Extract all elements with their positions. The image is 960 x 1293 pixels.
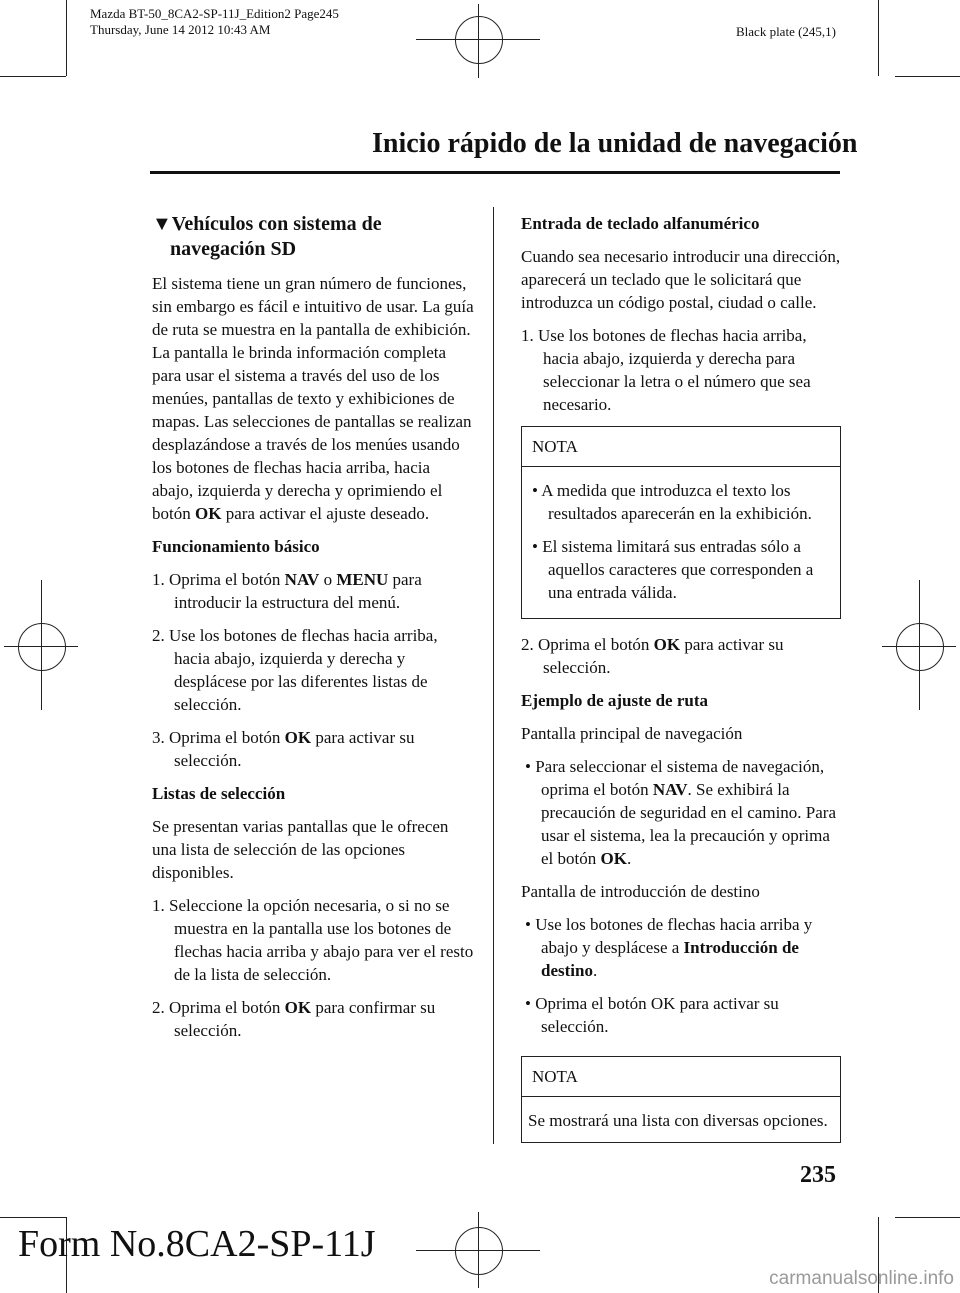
left-column [152,212,474,1052]
bullet-icon: • [525,757,531,776]
basic-heading: Funcionamiento básico [152,537,320,556]
list-item: 1. Seleccione la opción necesaria, o si no se muestra en la pantalla use los botones de flechas hacia arriba y abajo para ver el resto de la lista de selección. [152,896,474,984]
bullet-icon: • [532,481,538,500]
plate-label: Black plate (245,1) [736,24,836,39]
crop-mark [0,1217,66,1218]
lists-paragraph: Se presentan varias pantallas que le ofrecen una lista de selección de las opciones disponibles. [152,817,449,882]
lists-heading: Listas de selección [152,784,286,803]
note-bullet: • El sistema limitará sus entradas sólo a aquellos caracteres que corresponden a una entrada válida. [532,537,814,602]
keyboard-paragraph: Cuando sea necesario introducir una dirección, aparecerá un teclado que le solicitará que introduzca un código postal, ciudad o calle. [521,247,841,312]
destination-bullet: • Use los botones de flechas hacia arriba y abajo y desplácese a Introducción de destino. [525,915,813,980]
crop-mark [66,0,67,76]
list-item: 2. Oprima el botón OK para confirmar su selección. [152,998,436,1040]
crop-mark [895,1217,960,1218]
file-info-line1: Mazda BT-50_8CA2-SP-11J_Edition2 Page245 [90,6,339,21]
intro-paragraph: El sistema tiene un gran número de funciones, sin embargo es fácil e intuitivo de usar. La guía de ruta se muestra en la pantalla de exhibición. La pantalla le brinda información completa para usar el sistema a través del uso de los menúes, pantallas de texto y exhibiciones de mapas. Las selecciones de pantallas se realizan desplazándose a través de los menúes usando los botones de flechas hacia arriba, hacia abajo, izquierda y derecha y oprimiendo el botón OK para activar el ajuste deseado. [152,274,474,523]
page-number: 235 [800,1162,836,1188]
bullet-icon: • [525,915,531,934]
form-number: Form No.8CA2-SP-11J [18,1223,376,1265]
route-bullet: • Para seleccionar el sistema de navegación, oprima el botón NAV. Se exhibirá la precaución de seguridad en el camino. Para usar el sistema, lea la precaución y oprima el botón OK. [525,757,837,868]
list-item: 3. Oprima el botón OK para activar su selección. [152,728,415,770]
column-divider [493,207,494,1144]
file-info-line2: Thursday, June 14 2012 10:43 AM [90,22,271,37]
section-heading [152,212,474,262]
destination-bullet: • Oprima el botón OK para activar su selección. [525,994,779,1036]
section-title: Vehículos con sistema de navegación SD [170,213,382,260]
page-title: Inicio rápido de la unidad de navegación [372,128,858,159]
list-item: 1. Oprima el botón NAV o MENU para introducir la estructura del menú. [152,570,422,612]
file-info [90,6,339,38]
note-text: Se mostrará una lista con diversas opciones. [528,1111,828,1130]
crop-mark [878,0,879,76]
title-rule [150,171,840,174]
note-heading: NOTA [522,427,840,467]
note-box [521,426,841,619]
note-box [521,1056,841,1143]
right-column [521,212,841,1157]
crop-mark [895,76,960,77]
destination-subheading: Pantalla de introducción de destino [521,882,760,901]
note-bullet: • A medida que introduzca el texto los resultados aparecerán en la exhibición. [532,481,812,523]
watermark: carmanualsonline.info [769,1268,954,1289]
keyboard-heading: Entrada de teclado alfanumérico [521,214,760,233]
list-item: 2. Oprima el botón OK para activar su selección. [521,635,784,677]
note-heading: NOTA [522,1057,840,1097]
list-item: 2. Use los botones de flechas hacia arriba, hacia abajo, izquierda y derecha y desplácese por las diferentes listas de selección. [152,626,438,714]
triangle-down-icon: ▼ [152,213,172,235]
route-subheading: Pantalla principal de navegación [521,724,743,743]
crop-mark [0,76,66,77]
route-heading: Ejemplo de ajuste de ruta [521,691,708,710]
bullet-icon: • [525,994,531,1013]
list-item: 1. Use los botones de flechas hacia arriba, hacia abajo, izquierda y derecha para seleccionar la letra o el número que sea necesario. [521,326,811,414]
bullet-icon: • [532,537,538,556]
